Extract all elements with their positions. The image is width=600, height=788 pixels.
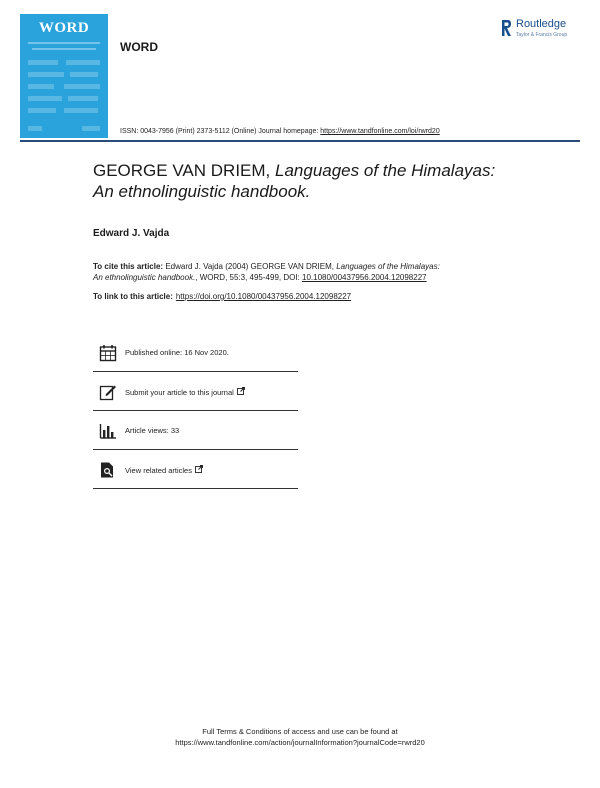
article-url-link[interactable]: https://doi.org/10.1080/00437956.2004.12098227	[175, 292, 352, 301]
related-articles-link[interactable]	[125, 465, 203, 475]
cover-block	[28, 96, 62, 101]
publisher-logo[interactable]	[500, 18, 580, 44]
cover-block	[68, 96, 98, 101]
related-articles-label: View related articles	[125, 466, 192, 475]
citation-italic-2: An ethnolinguistic handbook.	[93, 273, 196, 282]
cover-line	[32, 48, 96, 50]
views-row	[93, 411, 298, 450]
citation-text-1: Edward J. Vajda (2004) GEORGE VAN DRIEM,	[163, 262, 337, 271]
cover-block	[28, 84, 54, 89]
article-author: Edward J. Vajda	[93, 228, 170, 239]
article-title-italic-2: An ethnolinguistic handbook.	[93, 182, 311, 201]
cover-block	[64, 84, 100, 89]
citation-label: To cite this article:	[93, 262, 164, 271]
published-row	[93, 333, 298, 372]
external-link-icon	[237, 387, 245, 395]
cover-block	[66, 60, 100, 65]
cover-block	[28, 126, 42, 131]
cover-title: WORD	[38, 20, 90, 36]
link-label: To link to this article:	[93, 292, 173, 301]
issn-line	[120, 128, 440, 135]
footer	[0, 726, 600, 748]
cover-block	[64, 108, 98, 113]
footer-terms-link[interactable]: https://www.tandfonline.com/action/journalInformation?journalCode=rwrd20	[175, 738, 425, 747]
cover-block	[28, 72, 64, 77]
footer-terms-text: Full Terms & Conditions of access and use can be found at	[202, 727, 398, 736]
publisher-name: Routledge	[516, 18, 567, 30]
article-title	[93, 160, 533, 202]
journal-name: WORD	[120, 40, 158, 54]
citation-block	[93, 261, 523, 283]
article-title-plain: GEORGE VAN DRIEM,	[93, 161, 275, 180]
submit-article-label: Submit your article to this journal	[125, 388, 234, 397]
citation-text-2: , WORD, 55:3, 495-499, DOI:	[195, 273, 303, 282]
article-views: Article views: 33	[125, 426, 180, 435]
cover-block	[70, 72, 98, 77]
journal-homepage-link[interactable]: https://www.tandfonline.com/loi/rwrd20	[320, 128, 440, 135]
edit-icon	[99, 383, 117, 401]
related-row[interactable]	[93, 450, 298, 489]
publisher-tagline: Taylor & Francis Group	[516, 32, 568, 38]
cover-line	[28, 42, 100, 44]
row-divider	[93, 488, 298, 489]
doi-link[interactable]: 10.1080/00437956.2004.12098227	[302, 273, 427, 282]
bar-chart-icon	[99, 422, 117, 440]
article-link-line	[93, 292, 351, 301]
routledge-icon	[500, 18, 513, 38]
submit-row[interactable]	[93, 372, 298, 411]
cover-block	[28, 108, 56, 113]
article-title-italic-1: Languages of the Himalayas:	[275, 161, 496, 180]
published-date: Published online: 16 Nov 2020.	[125, 348, 229, 357]
external-link-icon	[195, 465, 203, 473]
cover-block	[82, 126, 100, 131]
cover-block	[28, 60, 58, 65]
citation-italic-1: Languages of the Himalayas:	[336, 262, 440, 271]
issn-text: ISSN: 0043-7956 (Print) 2373-5112 (Online) Journal homepage:	[120, 128, 321, 135]
submit-article-link[interactable]	[125, 387, 245, 397]
journal-cover-image	[20, 14, 108, 138]
header-divider	[20, 140, 580, 142]
related-articles-icon	[99, 461, 117, 479]
calendar-icon	[99, 344, 117, 362]
